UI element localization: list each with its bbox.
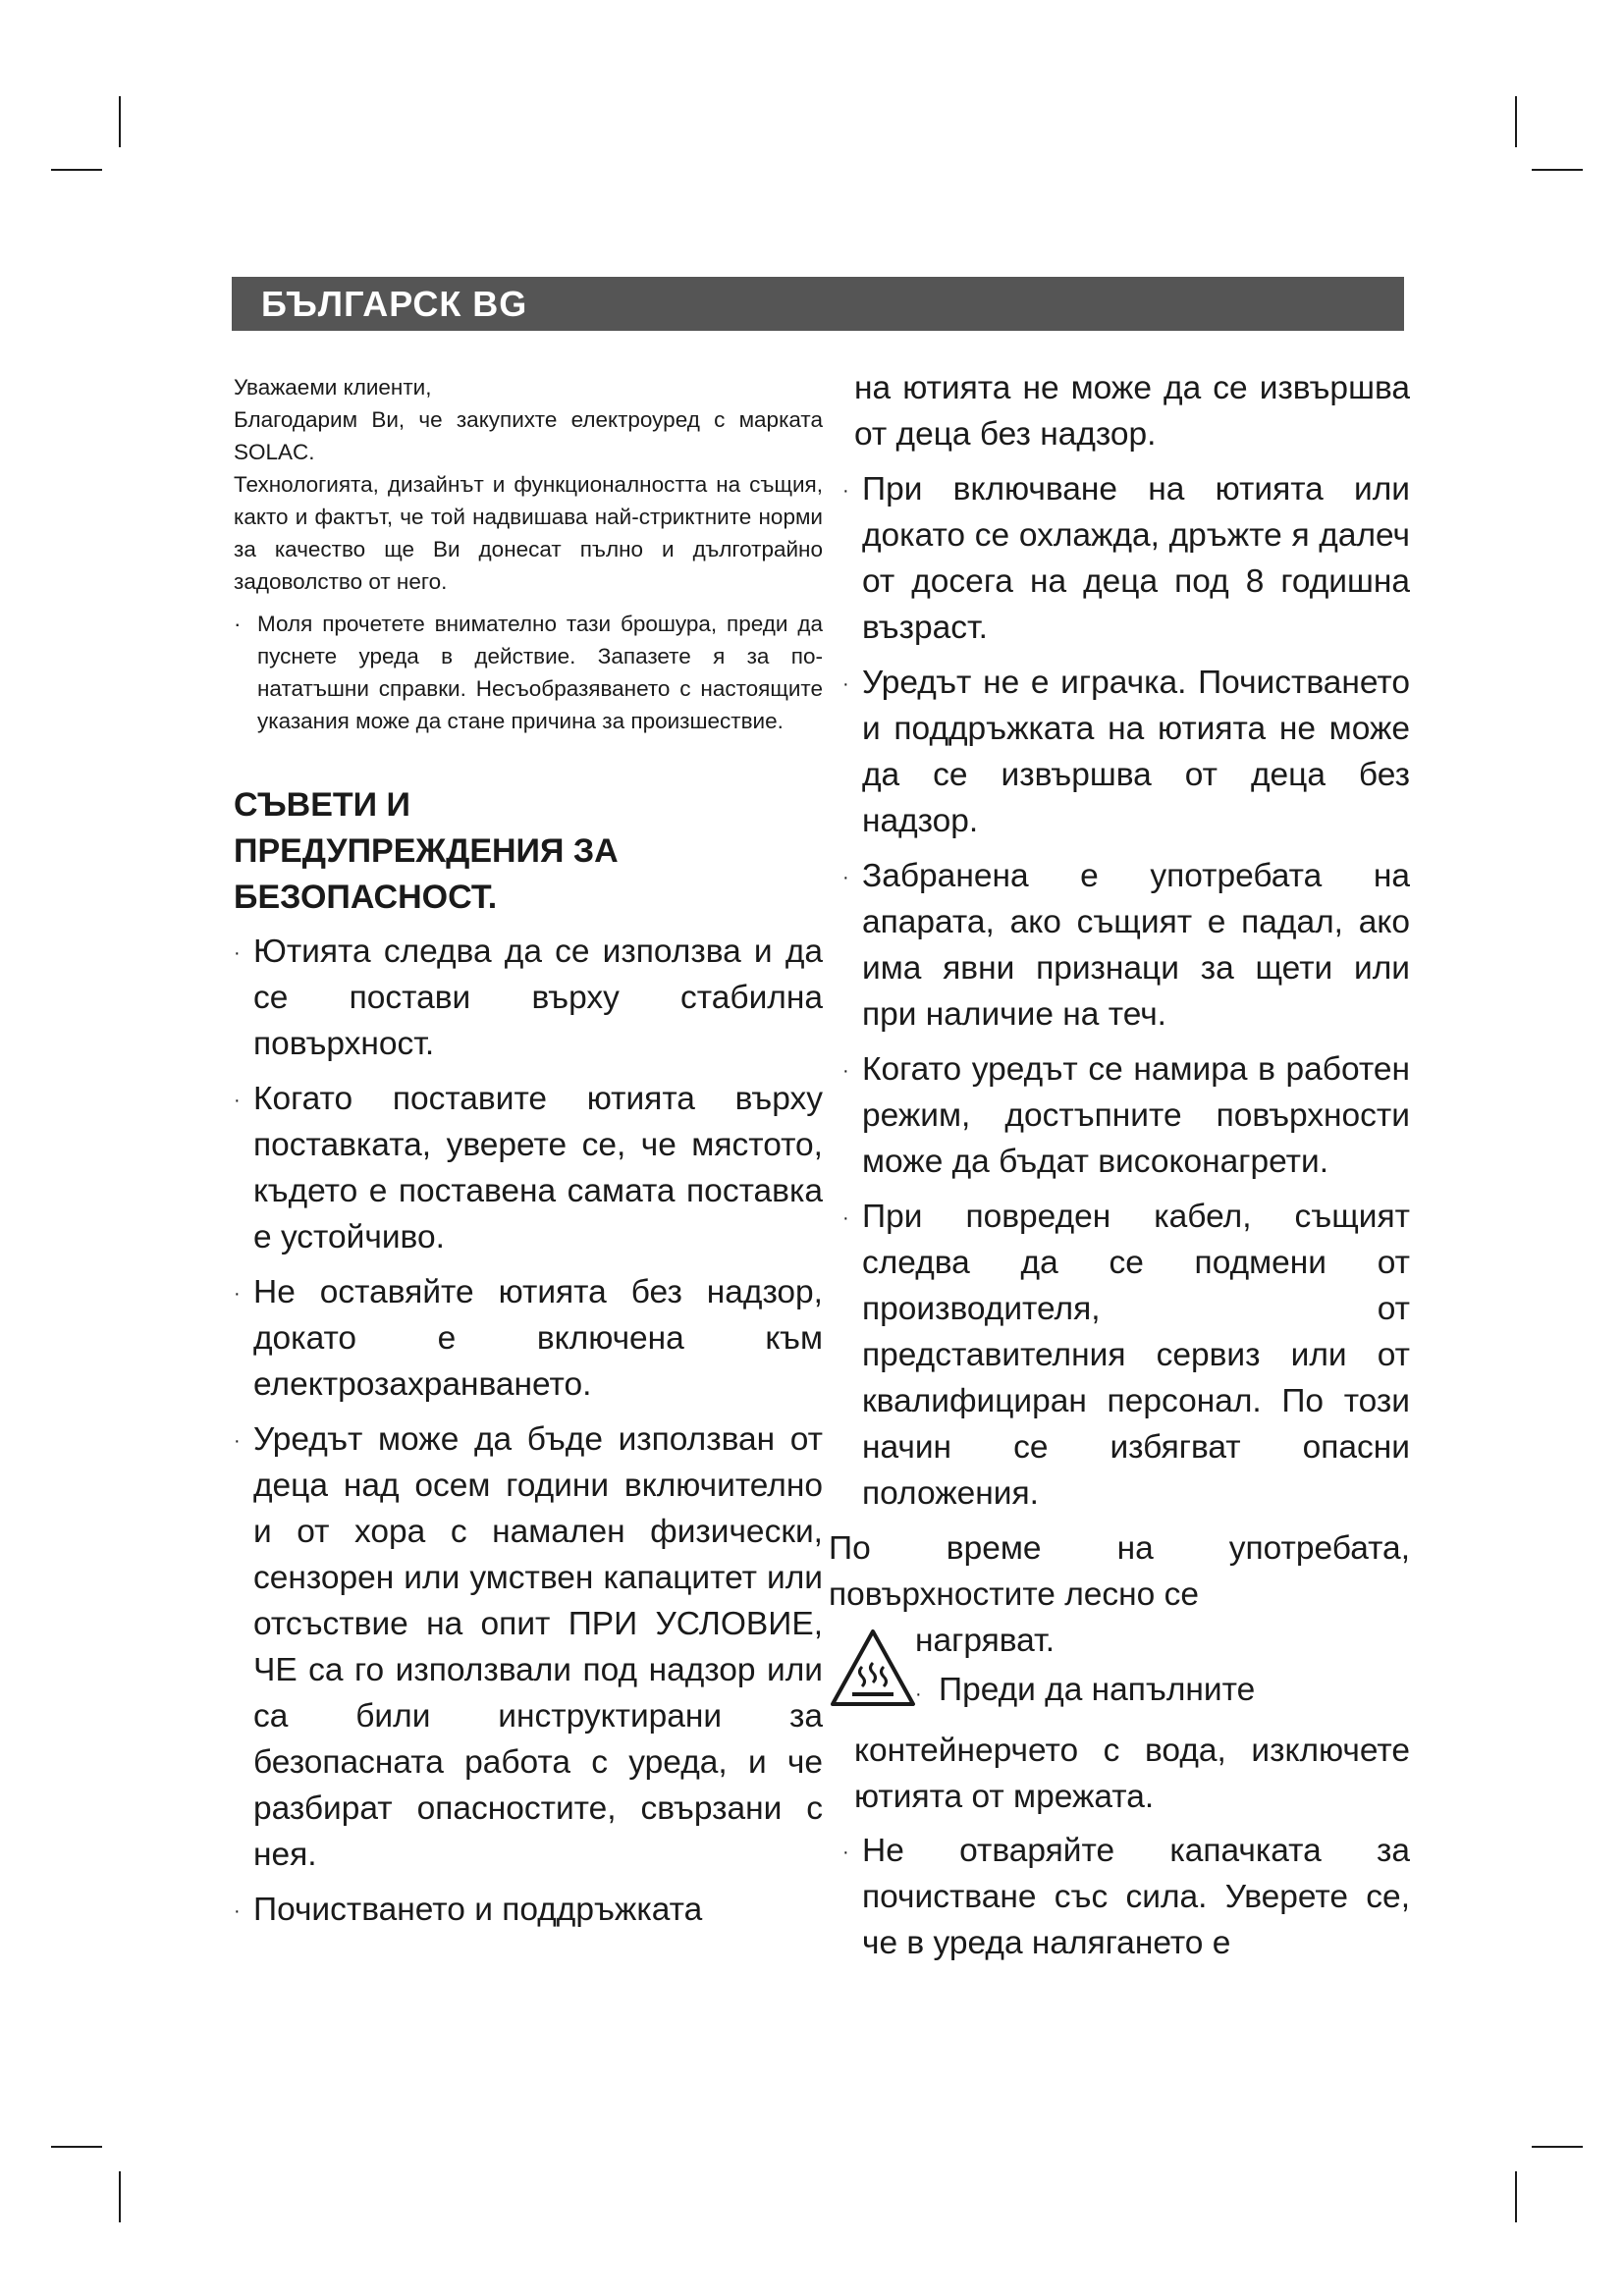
safety-item [842,660,1410,844]
hot-surface-text: По време на употребата, повърхностите лесно се [829,1530,1410,1613]
safety-item-text: на ютията не може да се извършва от деца без надзор. [854,370,1410,453]
safety-heading-line: ПРЕДУПРЕЖДЕНИЯ ЗА [234,832,619,870]
crop-mark-bottom-left-v [119,2171,121,2222]
crop-mark-top-right-h [1532,169,1583,171]
bullet-dot: · [234,612,242,636]
intro-technology: Технологията, дизайнът и функционалността на същия, както и фактът, че той надвишава най-стриктните норми за качество ще Ви донесат пълно и дълготрайно задоволство от него. [234,472,823,594]
safety-item [234,1416,823,1878]
fill-item-end: контейнерчето с вода, изключете ютията от мрежата. [854,1733,1410,1815]
safety-item [234,929,823,1067]
safety-item [234,1887,823,1933]
bullet-dot: · [842,1207,849,1229]
bullet-dot: · [234,942,241,964]
bullet-dot: · [842,1060,849,1082]
crop-mark-top-left-v [119,96,121,147]
safety-item-continuation [842,365,1410,457]
safety-item-text: Не отваряйте капачката за почистване със сила. Уверете се, че в уреда налягането е [862,1833,1410,1961]
right-column [829,365,1410,1975]
bullet-dot: · [234,1900,241,1922]
bullet-dot: · [842,480,849,502]
crop-mark-bottom-left-h [51,2146,102,2148]
intro-greeting: Уважаеми клиенти, [234,375,432,400]
intro-block [234,371,823,598]
fill-item-start: Преди да напълните [938,1672,1256,1708]
safety-item-text: Забранена е употребата на апарата, ако същият е падал, ако има явни признаци за щети или при наличие на теч. [862,858,1410,1033]
safety-item [842,1828,1410,1966]
fill-container-item [915,1667,1426,1718]
bullet-dot: · [234,1283,241,1305]
safety-item-text: Когато поставите ютията върху поставката, уверете се, че мястото, където е поставена самата поставка е устойчиво. [253,1081,823,1255]
crop-mark-top-left-h [51,169,102,171]
language-header: БЪЛГАРСК BG [232,277,1404,331]
safety-heading [234,782,823,921]
safety-item-text: При включване на ютията или докато се охлажда, дръжте я далеч от досега на деца под 8 годишна възраст. [862,471,1410,646]
left-column [234,371,823,1942]
safety-heading-line: БЕЗОПАСНОСТ. [234,879,498,916]
bullet-dot: · [842,1842,849,1863]
bullet-dot: · [234,1430,241,1452]
intro-notice [234,608,823,737]
safety-item-text: Почистването и поддръжката [253,1892,703,1928]
crop-mark-top-right-v [1515,96,1517,147]
intro-notice-text: Моля прочетете внимателно тази брошура, преди да пуснете уреда в действие. Запазете я за по-нататъшни справки. Несъобразяването с настоящите указания може да стане причина за произшествие. [257,612,823,733]
hot-surface-warning [829,1618,1410,1728]
crop-mark-bottom-right-h [1532,2146,1583,2148]
safety-item [842,853,1410,1038]
crop-mark-bottom-right-v [1515,2171,1517,2222]
safety-item-text: Не оставяйте ютията без надзор, докато е включена към електрозахранването. [253,1274,823,1403]
bullet-dot: · [915,1683,922,1705]
intro-thanks: Благодарим Ви, че закупихте електроуред с марката SOLAC. [234,407,823,464]
hot-surface-text-end: нагряват. [915,1623,1055,1659]
hot-surface-warning-icon [829,1628,917,1710]
safety-item [842,1046,1410,1185]
safety-item [234,1269,823,1408]
safety-item-text: Ютията следва да се използва и да се постави върху стабилна повърхност. [253,934,823,1062]
safety-item [234,1076,823,1260]
safety-heading-line: СЪВЕТИ И [234,786,410,824]
safety-item [842,466,1410,651]
safety-item-text: Уредът не е играчка. Почистването и поддръжката на ютията не може да се извършва от деца без надзор. [862,665,1410,839]
safety-item-text: При повреден кабел, същият следва да се подмени от производителя, от представителния сервиз или от квалифициран персонал. По този начин се избягват опасни положения. [862,1199,1410,1512]
safety-item [842,1194,1410,1517]
safety-item-text: Когато уредът се намира в работен режим, достъпните повърхности може да бъдат високонагрети. [862,1051,1410,1180]
bullet-dot: · [234,1090,241,1111]
safety-item-text: Уредът може да бъде използван от деца над осем години включително и от хора с намален физически, сензорен или умствен капацитет или отсъствие на опит ПРИ УСЛОВИЕ, ЧЕ са го използвали под надзор или са били инструктирани за безопасната работа с уреда, и че разбират опасностите, свързани с нея. [253,1421,823,1873]
bullet-dot: · [842,867,849,888]
bullet-dot: · [842,673,849,695]
